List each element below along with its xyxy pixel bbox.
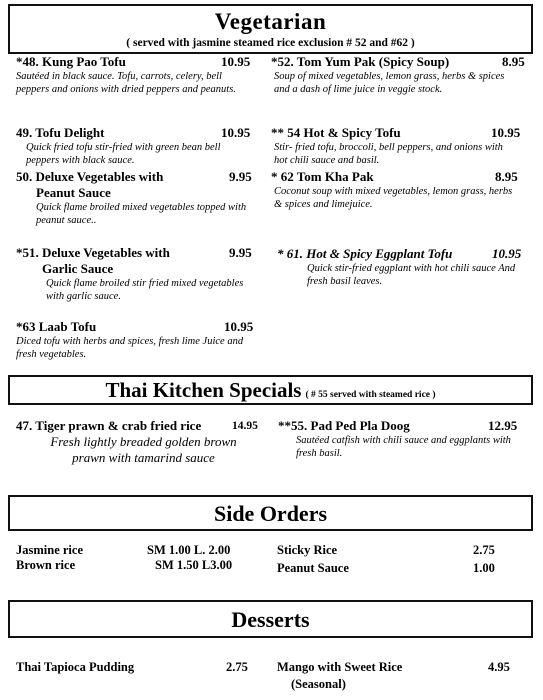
- menu-item: [271, 169, 526, 211]
- item-name: 50. Deluxe Vegetables with: [16, 169, 164, 184]
- menu-item: [16, 169, 256, 227]
- item-description: Fresh lightly breaded golden brown prawn with tamarind sauce: [50, 434, 237, 465]
- item-name: *63 Laab Tofu: [16, 319, 97, 334]
- side-item-price: SM 1.00 L. 2.00: [147, 543, 231, 557]
- menu-item: [16, 125, 256, 167]
- item-description: Quick flame broiled stir fried mixed vegetables with garlic sauce.: [46, 278, 244, 302]
- side-item-name: Jasmine rice: [16, 543, 83, 557]
- item-price: 10.95: [221, 125, 251, 140]
- item-description: Quick stir-fried eggplant with hot chili sauce And fresh basil leaves.: [307, 263, 516, 287]
- item-name: 47. Tiger prawn & crab fried rice: [16, 418, 202, 433]
- item-description: Stir- fried tofu, broccoli, bell peppers, and onions with hot chili sauce and basil.: [274, 142, 503, 166]
- menu-item: [277, 246, 532, 288]
- side-item-price: 1.00: [473, 561, 495, 575]
- dessert-item-name: Mango with Sweet Rice: [277, 660, 403, 674]
- item-price: 10.95: [224, 319, 254, 334]
- menu-item: [16, 54, 256, 96]
- menu-item: [278, 418, 528, 460]
- item-description: Sautéed catfish with chili sauce and eggplants with fresh basil.: [296, 435, 511, 459]
- dessert-item-name-continued: (Seasonal): [291, 677, 346, 691]
- dessert-item-price: 2.75: [226, 660, 248, 674]
- item-description: Diced tofu with herbs and spices, fresh lime Juice and fresh vegetables.: [16, 336, 244, 360]
- menu-item: [271, 125, 526, 167]
- item-price: 8.95: [495, 169, 518, 184]
- vegetarian-header: [8, 4, 533, 54]
- side-item-name: Peanut Sauce: [277, 561, 349, 575]
- side-item-name: Sticky Rice: [277, 543, 338, 557]
- item-description: Quick fried tofu stir-fried with green bean bell peppers with black sauce.: [26, 142, 221, 166]
- side-item-price: SM 1.50 L3.00: [155, 558, 233, 572]
- dessert-item-price: 4.95: [488, 660, 510, 674]
- item-price: 9.95: [229, 245, 252, 260]
- item-price: 12.95: [488, 418, 518, 433]
- menu-item: [16, 245, 256, 303]
- side-item-price: 2.75: [473, 543, 495, 557]
- item-price: 10.95: [492, 246, 522, 261]
- item-description: Quick flame broiled mixed vegetables topped with peanut sauce..: [36, 202, 247, 226]
- item-description: Sautéed in black sauce. Tofu, carrots, celery, bell peppers and onions with dried peppers and peanuts.: [16, 71, 236, 95]
- item-name-continued: Peanut Sauce: [36, 185, 111, 200]
- item-description: Soup of mixed vegetables, lemon grass, herbs & spices and a dash of lime juice in veggie stock.: [274, 71, 505, 95]
- item-price: 9.95: [229, 169, 252, 184]
- item-name: * 61. Hot & Spicy Eggplant Tofu: [277, 246, 453, 261]
- section-title: Side Orders: [213, 501, 328, 526]
- menu-item: [271, 54, 526, 96]
- section-title: Vegetarian: [214, 9, 327, 34]
- item-price: 10.95: [491, 125, 521, 140]
- item-price: 14.95: [232, 420, 258, 432]
- item-name: *52. Tom Yum Pak (Spicy Soup): [271, 54, 450, 69]
- item-name: ** 54 Hot & Spicy Tofu: [271, 125, 401, 140]
- side-item-name: Brown rice: [16, 558, 76, 572]
- item-name: *51. Deluxe Vegetables with: [16, 245, 170, 260]
- side-orders-header: [8, 495, 533, 531]
- dessert-item-name: Thai Tapioca Pudding: [16, 660, 135, 674]
- item-name: **55. Pad Ped Pla Doog: [278, 418, 410, 433]
- section-note: ( # 55 served with steamed rice ): [305, 390, 436, 400]
- item-price: 8.95: [502, 54, 525, 69]
- desserts-header: [8, 600, 533, 638]
- item-name: * 62 Tom Kha Pak: [271, 169, 374, 184]
- section-title: Desserts: [231, 607, 310, 632]
- menu-item: [16, 418, 266, 466]
- menu-item: [16, 319, 266, 361]
- item-name: *48. Kung Pao Tofu: [16, 54, 126, 69]
- item-description: Coconut soup with mixed vegetables, lemon grass, herbs & spices and limejuice.: [274, 186, 513, 210]
- section-title: Thai Kitchen Specials: [105, 378, 302, 402]
- section-subtitle: ( served with jasmine steamed rice exclusion # 52 and #62 ): [126, 37, 415, 49]
- item-name-continued: Garlic Sauce: [42, 261, 114, 276]
- thai-kitchen-header: [8, 375, 533, 405]
- item-name: 49. Tofu Delight: [16, 125, 105, 140]
- item-price: 10.95: [221, 54, 251, 69]
